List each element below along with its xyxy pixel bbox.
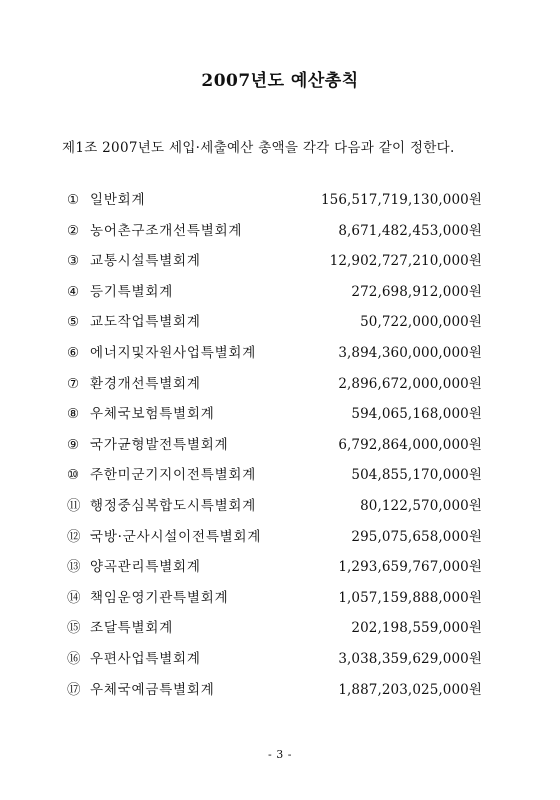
account-amount: 1,887,203,025,000원 — [338, 681, 482, 698]
item-number: ⑭ — [67, 589, 81, 606]
account-amount: 1,293,659,767,000원 — [338, 559, 482, 576]
item-label-group — [67, 463, 256, 483]
item-label-group — [67, 647, 201, 667]
item-number: ② — [67, 222, 80, 239]
account-amount: 272,698,912,000원 — [351, 283, 482, 300]
account-amount: 295,075,658,000원 — [351, 528, 482, 545]
list-item — [67, 310, 482, 341]
account-name: 행정중심복합도시특별회계 — [90, 497, 257, 514]
item-label-group — [67, 433, 228, 453]
account-name: 일반회계 — [90, 192, 146, 208]
list-item — [67, 433, 482, 464]
account-name: 교통시설특별회계 — [90, 253, 201, 270]
list-item — [67, 280, 482, 311]
account-amount: 12,902,727,210,000원 — [329, 253, 482, 270]
account-name: 등기특별회계 — [90, 283, 174, 300]
account-amount: 594,065,168,000원 — [351, 406, 482, 423]
list-item — [67, 525, 482, 556]
item-label-group — [67, 341, 256, 361]
item-number: ⑫ — [67, 528, 81, 545]
item-number: ⑧ — [67, 406, 80, 423]
item-label-group — [67, 525, 261, 545]
account-name: 우체국예금특별회계 — [90, 681, 215, 698]
list-item — [67, 341, 482, 372]
account-name: 책임운영기관특별회계 — [90, 589, 229, 606]
account-amount: 1,057,159,888,000원 — [338, 589, 482, 606]
item-label-group — [67, 586, 228, 606]
item-label-group — [67, 402, 215, 422]
item-number: ⑪ — [67, 497, 81, 514]
list-item — [67, 188, 482, 219]
account-amount: 6,792,864,000,000원 — [338, 436, 482, 453]
item-number: ⑯ — [67, 650, 81, 667]
item-label-group — [67, 280, 173, 300]
account-name: 국가균형발전특별회계 — [90, 436, 229, 453]
list-item — [67, 494, 482, 525]
item-number: ⑨ — [67, 436, 80, 453]
account-amount: 504,855,170,000원 — [351, 467, 482, 484]
account-name: 환경개선특별회계 — [90, 375, 201, 392]
item-label-group — [67, 678, 215, 698]
account-name: 국방·군사시설이전특별회계 — [90, 528, 262, 545]
item-number: ⑮ — [67, 620, 81, 637]
list-item — [67, 372, 482, 403]
list-item — [67, 402, 482, 433]
account-amount: 80,122,570,000원 — [360, 497, 482, 514]
account-name: 양곡관리특별회계 — [90, 559, 201, 576]
account-amount: 50,722,000,000원 — [360, 314, 482, 331]
account-amount: 156,517,719,130,000원 — [320, 192, 482, 208]
account-amount: 8,671,482,453,000원 — [338, 222, 482, 239]
item-number: ⑬ — [67, 559, 81, 576]
account-name: 에너지및자원사업특별회계 — [90, 344, 257, 361]
account-name: 농어촌구조개선특별회계 — [90, 222, 243, 239]
item-label-group — [67, 555, 201, 575]
item-number: ⑥ — [67, 344, 80, 361]
account-amount: 3,894,360,000,000원 — [338, 344, 482, 361]
account-amount: 3,038,359,629,000원 — [338, 650, 482, 667]
budget-list — [67, 188, 482, 708]
list-item — [67, 616, 482, 647]
item-label-group — [67, 249, 201, 269]
item-label-group — [67, 310, 201, 330]
item-label-group — [67, 616, 173, 636]
account-amount: 2,896,672,000,000원 — [338, 375, 482, 392]
list-item — [67, 219, 482, 250]
item-number: ⑤ — [67, 314, 80, 331]
account-name: 교도작업특별회계 — [90, 314, 201, 331]
list-item — [67, 249, 482, 280]
item-label-group — [67, 188, 145, 208]
item-number: ① — [67, 192, 80, 208]
item-number: ⑰ — [67, 681, 81, 698]
list-item — [67, 586, 482, 617]
account-name: 우편사업특별회계 — [90, 650, 201, 667]
item-number: ④ — [67, 283, 80, 300]
account-name: 우체국보험특별회계 — [90, 406, 215, 423]
item-label-group — [67, 219, 242, 239]
item-label-group — [67, 372, 201, 392]
list-item — [67, 647, 482, 678]
item-number: ③ — [67, 253, 80, 270]
list-item — [67, 555, 482, 586]
item-number: ⑩ — [67, 467, 80, 484]
item-label-group — [67, 494, 256, 514]
document-title: 2007년도 예산총칙 — [201, 71, 359, 91]
account-amount: 202,198,559,000원 — [351, 620, 482, 637]
item-number: ⑦ — [67, 375, 80, 392]
list-item — [67, 678, 482, 709]
list-item — [67, 463, 482, 494]
article-text: 제1조 2007년도 세입·세출예산 총액을 각각 다음과 같이 정한다. — [62, 140, 455, 156]
account-name: 조달특별회계 — [90, 620, 174, 637]
page-number: - 3 - — [268, 748, 292, 761]
account-name: 주한미군기지이전특별회계 — [90, 467, 257, 484]
